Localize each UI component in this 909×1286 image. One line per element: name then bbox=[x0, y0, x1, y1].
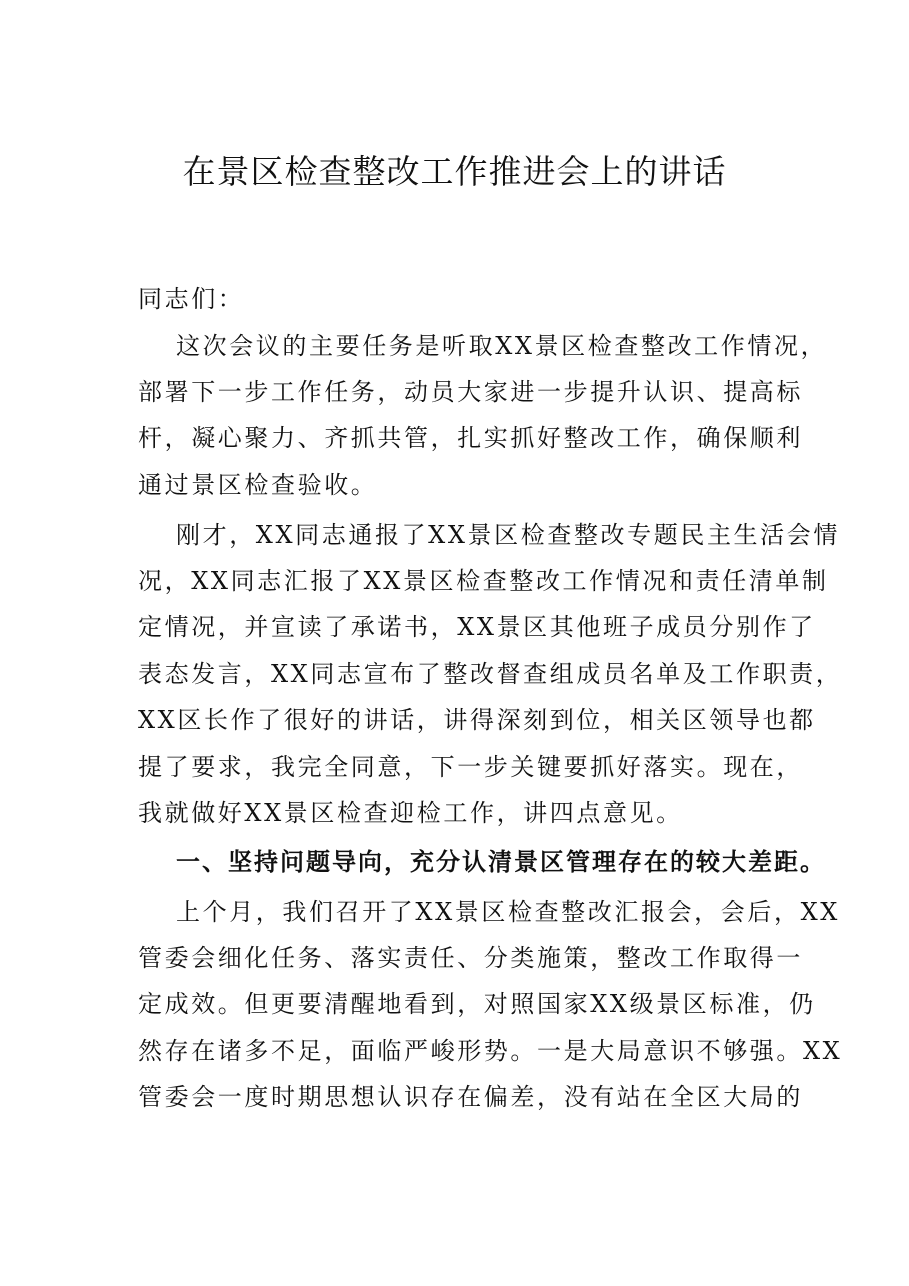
paragraph-line: 上个月，我们召开了XX景区检查整改汇报会，会后，XX bbox=[176, 898, 840, 926]
paragraph-line: 况，XX同志汇报了XX景区检查整改工作情况和责任清单制 bbox=[138, 567, 829, 595]
paragraph-line: 定成效。但更要清醒地看到，对照国家XX级景区标准，仍 bbox=[138, 990, 816, 1018]
paragraph-line: 提了要求，我完全同意，下一步关键要抓好落实。现在， bbox=[138, 753, 803, 781]
paragraph-line: 表态发言，XX同志宣布了整改督查组成员名单及工作职责， bbox=[138, 660, 843, 688]
paragraph-line: 部署下一步工作任务，动员大家进一步提升认识、提高标 bbox=[138, 378, 803, 406]
paragraph-line: 管委会细化任务、落实责任、分类施策，整改工作取得一 bbox=[138, 944, 803, 972]
salutation: 同志们： bbox=[138, 285, 245, 313]
document-title: 在景区检查整改工作推进会上的讲话 bbox=[182, 152, 727, 191]
section-heading: 一、坚持问题导向，充分认清景区管理存在的较大差距。 bbox=[176, 848, 826, 876]
paragraph-line: 然存在诸多不足，面临严峻形势。一是大局意识不够强。XX bbox=[138, 1037, 843, 1065]
paragraph-line: 刚才，XX同志通报了XX景区检查整改专题民主生活会情 bbox=[176, 521, 840, 549]
paragraph-line: 通过景区检查验收。 bbox=[138, 471, 378, 499]
paragraph-line: 我就做好XX景区检查迎检工作，讲四点意见。 bbox=[138, 799, 683, 827]
paragraph-line: 定情况，并宣读了承诺书，XX景区其他班子成员分别作了 bbox=[138, 613, 816, 641]
paragraph-line: 杆，凝心聚力、齐抓共管，扎实抓好整改工作，确保顺利 bbox=[138, 424, 803, 452]
paragraph-line: 管委会一度时期思想认识存在偏差，没有站在全区大局的 bbox=[138, 1083, 803, 1111]
paragraph-line: XX区长作了很好的讲话，讲得深刻到位，相关区领导也都 bbox=[138, 706, 816, 734]
paragraph-line: 这次会议的主要任务是听取XX景区检查整改工作情况， bbox=[176, 332, 828, 360]
